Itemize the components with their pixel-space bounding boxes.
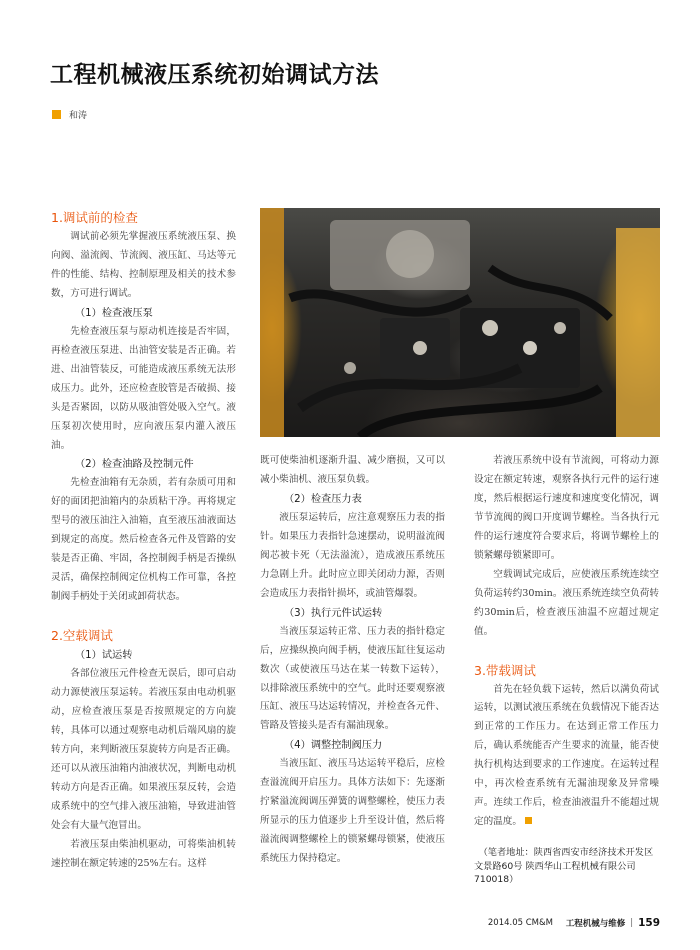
hose: [360, 388, 600, 437]
subheading: （1）试运转: [75, 650, 133, 662]
paragraph: 先检查油箱有无杂质，若有杂质可用和好的面团把油箱内的杂质粘干净。再将规定型号的液压油注入油箱，直至液压油液面达到规定的高度。然后检查各元件及管路的安装是否正确、牢固，各控制阀手柄是否操纵灵活，确保控制阀定位机构工作可靠，各控制阀手柄处于关闭或卸荷状态。: [51, 477, 236, 603]
paragraph: [474, 681, 659, 833]
subheading: （2）检查油路及控制元件: [75, 459, 194, 471]
paragraph-text: 首先在轻负载下运转，然后以满负荷试运转，以测试液压系统在负载情况下能否达到正常的工作压力。在达到正常工作压力后，确认系统能否产生要求的流量，能否使执行机构达到要求的工作速度。在运转过程中，再次检查系统有无漏油现象及异常噪声。连续工作后，检查油液温升不能超过规定的温度。: [474, 683, 659, 828]
fitting: [413, 341, 427, 355]
author-address-note: （笔者地址：陕西省西安市经济技术开发区文景路60号 陕西华山工程机械有限公司 710018）: [474, 847, 654, 886]
footer-magazine: 工程机械与维修: [565, 919, 626, 929]
fitting: [523, 341, 537, 355]
paragraph: 既可使柴油机逐渐升温、减少磨损，又可以减小柴油机、液压泵负载。: [260, 455, 445, 485]
footer-issue: 2014.05 CM&M: [487, 918, 553, 928]
paragraph: 调试前必须先掌握液压系统液压泵、换向阀、溢流阀、节流阀、液压缸、马达等元件的性能、结构、控制原理及相关的技术参数，方可进行调试。: [51, 231, 236, 299]
section-heading-1: 1.调试前的检查: [51, 210, 138, 225]
subheading: （2）检查压力表: [284, 493, 362, 505]
yellow-frame-right: [616, 228, 660, 437]
fitting: [482, 320, 498, 336]
section-heading-2: 2.空载调试: [51, 628, 113, 644]
column-2: [260, 452, 445, 869]
hydraulic-valve-block-photo: [260, 208, 660, 437]
column-3: [474, 452, 659, 887]
photo-drawing: [260, 208, 660, 437]
yellow-frame-left: [260, 208, 284, 437]
section-heading-3: 3.带载调试: [474, 662, 536, 678]
footer-separator: [558, 918, 561, 928]
article-title: 工程机械液压系统初始调试方法: [50, 62, 379, 88]
paragraph: 各部位液压元件检查无误后，即可启动动力源使液压泵运转。若液压泵由电动机驱动，应检查液压泵是否按照规定的方向旋转，具体可以通过观察电动机后端风扇的旋转方向，来判断液压泵旋转方向是否正确。还可以从液压油箱内油液状况，判断电动机转动方向是否正确。如果液压泵反转，会造成系统中的空气排入液压油箱，导致进油管处会有大量气泡冒出。: [51, 668, 236, 831]
paragraph: 空载调试完成后，应使液压系统连续空负荷运转约30min。液压系统连续空负荷转约30min后，检查液压油温不应超过规定值。: [474, 568, 659, 637]
footer-separator: |: [630, 918, 634, 928]
paragraph: 液压泵运转后，应注意观察压力表的指针。如果压力表指针急速摆动，说明溢流阀阀芯被卡死（无法溢流），造成液压系统压力急剧上升。此时应立即关闭动力源，否则会造成压力表指针损坏，或油管爆裂。: [260, 511, 445, 599]
subheading: （4）调整控制阀压力: [284, 740, 383, 752]
fitting: [554, 322, 566, 334]
author-row: [52, 107, 87, 121]
valve-block: [460, 308, 580, 388]
paragraph: 若液压系统中设有节流阀，可将动力源设定在额定转速，观察各执行元件的运行速度，然后根据运行速度和速度变化情况，调节节流阀的阀口开度调节螺栓。当各执行元件的运行速度符合要求后，将调节螺栓上的锁紧螺母锁紧即可。: [474, 455, 659, 561]
page-footer: [488, 917, 660, 929]
fitting: [344, 362, 356, 374]
subheading: （1）检查液压泵: [75, 307, 153, 319]
page-number: 159: [638, 917, 660, 929]
end-mark-icon: [525, 817, 532, 824]
hose: [290, 294, 470, 312]
paragraph: 先检查液压泵与原动机连接是否牢固，再检查液压泵进、出油管安装是否正确。若进、出油管装反，可能造成液压系统无法形成压力。此外，还应检查胶管是否破损、接头是否紧固，以防从吸油管处吸入空气。液压泵初次使用时，应向液压泵内灌入液压油。: [51, 325, 236, 451]
column-1: [51, 208, 236, 874]
paragraph: 若液压泵由柴油机驱动，可将柴油机转速控制在额定转速的25%左右。这样: [51, 838, 236, 869]
pump-flange: [386, 230, 434, 278]
paragraph: 当液压泵运转正常、压力表的指针稳定后，应操纵换向阀手柄，使液压缸往复运动数次（或使液压马达在某一转数下运转），以排除液压系统中的空气。此时还要观察液压缸、液压马达运转情况，并检查各元件、管路及管接头是否有漏油现象。: [260, 625, 445, 732]
paragraph: 当液压缸、液压马达运转平稳后，应检查溢流阀开启压力。具体方法如下：先逐渐拧紧溢流阀调压弹簧的调整螺栓，使压力表所显示的压力值逐步上升至设计值，然后将溢流阀调整螺栓上的锁紧螺母锁紧，使液压系统压力保持稳定。: [260, 758, 445, 865]
square-bullet-icon: [52, 110, 61, 119]
author-name: 和涛: [69, 110, 88, 121]
subheading: （3）执行元件试运转: [284, 607, 383, 619]
